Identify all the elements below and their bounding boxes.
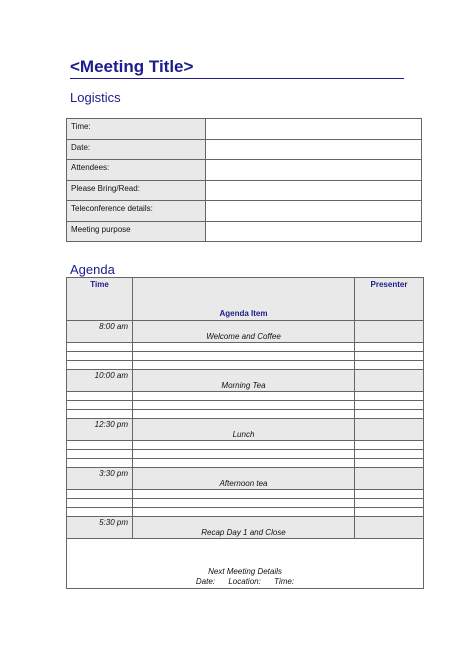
blank-cell[interactable]: [133, 401, 355, 410]
blank-cell[interactable]: [133, 499, 355, 508]
logistics-heading: Logistics: [70, 90, 121, 105]
blank-cell[interactable]: [133, 343, 355, 352]
col-header-agenda-item: Agenda Item: [133, 278, 355, 321]
blank-cell[interactable]: [67, 499, 133, 508]
blank-cell[interactable]: [67, 490, 133, 499]
logistics-value-field[interactable]: [206, 201, 422, 222]
agenda-session-row: [67, 468, 424, 490]
col-header-presenter: Presenter: [355, 278, 424, 321]
blank-cell[interactable]: [67, 392, 133, 401]
agenda-blank-row: [67, 441, 424, 450]
logistics-row: [67, 180, 422, 201]
logistics-value-field[interactable]: [206, 221, 422, 242]
session-presenter-field[interactable]: [355, 370, 424, 392]
session-time: 10:00 am: [67, 370, 133, 392]
session-presenter-field[interactable]: [355, 468, 424, 490]
agenda-blank-row: [67, 499, 424, 508]
blank-cell[interactable]: [355, 352, 424, 361]
agenda-table: [66, 277, 424, 589]
agenda-session-row: [67, 517, 424, 539]
blank-cell[interactable]: [67, 459, 133, 468]
blank-cell[interactable]: [355, 401, 424, 410]
next-meeting-fields: Date: Location: Time:: [195, 577, 295, 586]
blank-cell[interactable]: [67, 343, 133, 352]
logistics-row: [67, 221, 422, 242]
session-presenter-field[interactable]: [355, 517, 424, 539]
col-header-time: Time: [67, 278, 133, 321]
blank-cell[interactable]: [355, 508, 424, 517]
session-item: Recap Day 1 and Close: [133, 517, 355, 539]
blank-cell[interactable]: [67, 450, 133, 459]
logistics-label: Teleconference details:: [67, 201, 206, 222]
agenda-blank-row: [67, 352, 424, 361]
logistics-value-field[interactable]: [206, 180, 422, 201]
session-presenter-field[interactable]: [355, 419, 424, 441]
agenda-blank-row: [67, 401, 424, 410]
session-time: 12:30 pm: [67, 419, 133, 441]
agenda-blank-row: [67, 343, 424, 352]
logistics-row: [67, 139, 422, 160]
blank-cell[interactable]: [355, 459, 424, 468]
blank-cell[interactable]: [133, 508, 355, 517]
logistics-label: Please Bring/Read:: [67, 180, 206, 201]
session-item: Welcome and Coffee: [133, 321, 355, 343]
session-item: Morning Tea: [133, 370, 355, 392]
blank-cell[interactable]: [133, 361, 355, 370]
session-item: Lunch: [133, 419, 355, 441]
blank-cell[interactable]: [133, 410, 355, 419]
logistics-label: Time:: [67, 119, 206, 140]
blank-cell[interactable]: [133, 450, 355, 459]
blank-cell[interactable]: [355, 392, 424, 401]
logistics-label: Date:: [67, 139, 206, 160]
blank-cell[interactable]: [67, 352, 133, 361]
agenda-session-row: [67, 370, 424, 392]
blank-cell[interactable]: [355, 361, 424, 370]
agenda-blank-row: [67, 508, 424, 517]
session-item: Afternoon tea: [133, 468, 355, 490]
next-meeting-row: [67, 539, 424, 589]
blank-cell[interactable]: [67, 441, 133, 450]
logistics-value-field[interactable]: [206, 119, 422, 140]
blank-cell[interactable]: [133, 441, 355, 450]
blank-cell[interactable]: [355, 499, 424, 508]
logistics-value-field[interactable]: [206, 160, 422, 181]
logistics-table: [66, 118, 422, 242]
blank-cell[interactable]: [355, 441, 424, 450]
blank-cell[interactable]: [67, 361, 133, 370]
blank-cell[interactable]: [67, 410, 133, 419]
blank-cell[interactable]: [355, 450, 424, 459]
agenda-blank-row: [67, 450, 424, 459]
logistics-row: [67, 160, 422, 181]
blank-cell[interactable]: [133, 490, 355, 499]
logistics-row: [67, 119, 422, 140]
blank-cell[interactable]: [355, 490, 424, 499]
blank-cell[interactable]: [355, 343, 424, 352]
blank-cell[interactable]: [133, 352, 355, 361]
logistics-row: [67, 201, 422, 222]
agenda-blank-row: [67, 459, 424, 468]
logistics-label: Meeting purpose: [67, 221, 206, 242]
blank-cell[interactable]: [355, 410, 424, 419]
session-time: 5:30 pm: [67, 517, 133, 539]
session-time: 3:30 pm: [67, 468, 133, 490]
next-meeting-heading: Next Meeting Details: [208, 567, 282, 576]
logistics-label: Attendees:: [67, 160, 206, 181]
agenda-blank-row: [67, 410, 424, 419]
session-time: 8:00 am: [67, 321, 133, 343]
agenda-blank-row: [67, 392, 424, 401]
agenda-blank-row: [67, 490, 424, 499]
session-presenter-field[interactable]: [355, 321, 424, 343]
agenda-session-row: [67, 419, 424, 441]
agenda-blank-row: [67, 361, 424, 370]
blank-cell[interactable]: [133, 392, 355, 401]
agenda-heading: Agenda: [70, 262, 115, 277]
agenda-session-row: [67, 321, 424, 343]
blank-cell[interactable]: [133, 459, 355, 468]
meeting-title: <Meeting Title>: [70, 56, 404, 79]
next-meeting-details: [67, 539, 424, 589]
blank-cell[interactable]: [67, 401, 133, 410]
logistics-value-field[interactable]: [206, 139, 422, 160]
blank-cell[interactable]: [67, 508, 133, 517]
agenda-header-row: [67, 278, 424, 321]
